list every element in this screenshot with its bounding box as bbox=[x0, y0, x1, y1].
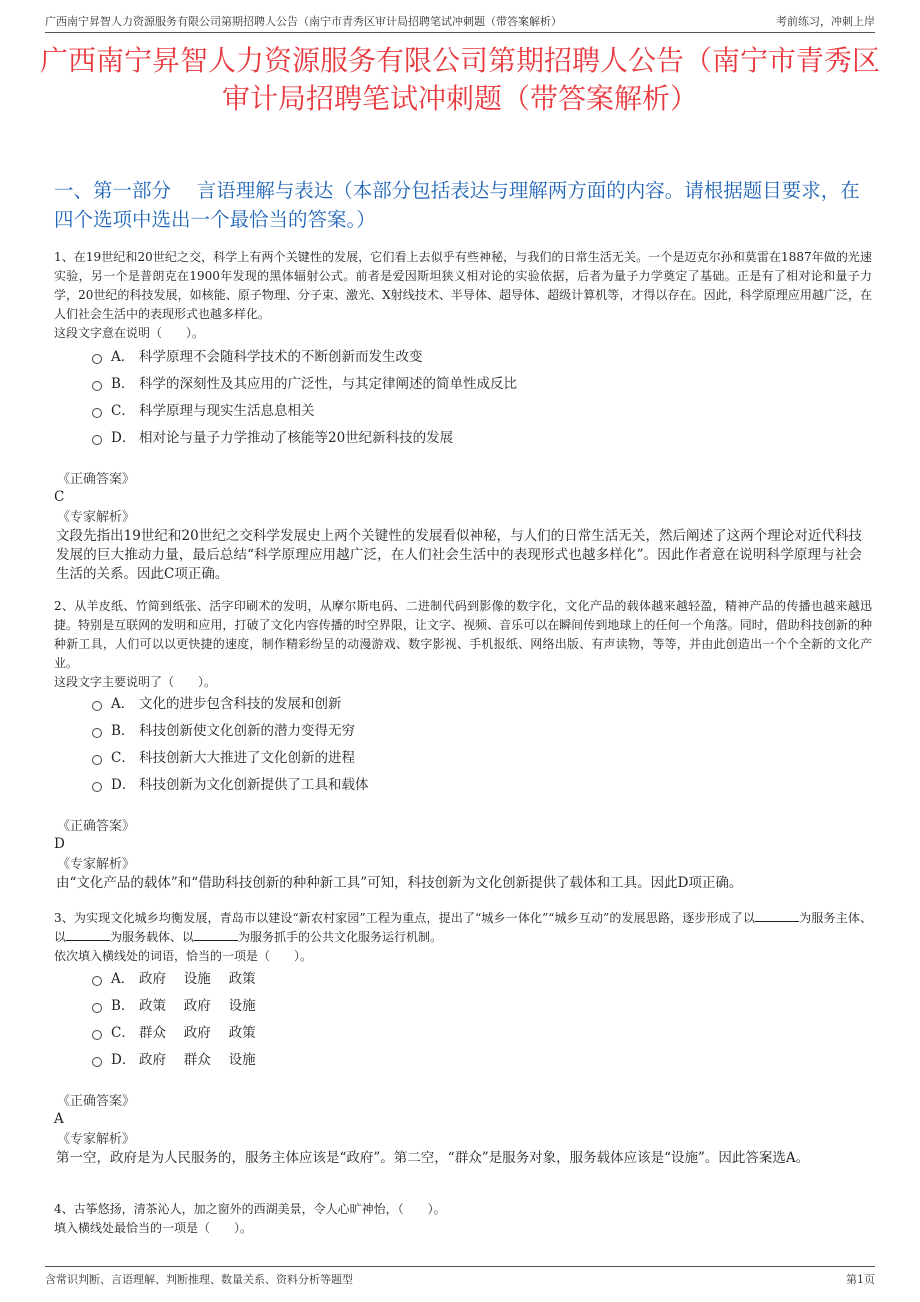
option-d[interactable]: D． 相对论与量子力学推动了核能等20世纪新科技的发展 bbox=[92, 429, 453, 447]
option-a[interactable]: A． 科学原理不会随科学技术的不断创新而发生改变 bbox=[92, 348, 423, 366]
question-ask: 这段文字意在说明（ ）。 bbox=[54, 326, 205, 340]
answer-label: 《正确答案》 bbox=[57, 472, 136, 487]
page-header bbox=[45, 10, 875, 33]
header-doc-title: 广西南宁昇智人力资源服务有限公司第期招聘人公告（南宁市青秀区审计局招聘笔试冲刺题（带答案解析） bbox=[45, 15, 562, 28]
option-b[interactable]: B． 科技创新使文化创新的潜力变得无穷 bbox=[92, 722, 355, 740]
fill-blank bbox=[755, 910, 799, 922]
question-1 bbox=[54, 248, 872, 343]
option-d[interactable]: D． 政府 群众 设施 bbox=[92, 1051, 256, 1069]
analysis-text: 由“文化产品的载体”和“借助科技创新的种种新工具”可知，科技创新为文化创新提供了载体和工具。因此D项正确。 bbox=[56, 875, 743, 891]
question-text: 1、在19世纪和20世纪之交，科学上有两个关键性的发展，它们看上去似乎有些神秘，与我们的日常生活无关。一个是迈克尔孙和莫雷在1887年做的光速实验，另一个是普朗克在1900年发现的黑体辐射公式。前者是爱因斯坦狭义相对论的实验依据，后者为量子力学奠定了基础。正是有了相对论和量子力学，20世纪的科技发展，如核能、原子物理、分子束、激光、X射线技术、半导体、超导体、超级计算机等，才得以存在。因此，科学原理应用越广泛，在人们社会生活中的表现形式也越多样化。 bbox=[54, 250, 872, 321]
answer-value: D bbox=[54, 836, 65, 852]
option-d[interactable]: D． 科技创新为文化创新提供了工具和载体 bbox=[92, 776, 369, 794]
radio-icon[interactable] bbox=[92, 728, 102, 738]
answer-value: A bbox=[54, 1111, 64, 1127]
option-c[interactable]: C． 群众 政府 政策 bbox=[92, 1024, 256, 1042]
radio-icon[interactable] bbox=[92, 381, 102, 391]
radio-icon[interactable] bbox=[92, 1057, 102, 1067]
option-b[interactable]: B． 科学的深刻性及其应用的广泛性，与其定律阐述的简单性成反比 bbox=[92, 375, 517, 393]
analysis-label: 《专家解析》 bbox=[57, 510, 136, 525]
page-number: 第1页 bbox=[846, 1273, 875, 1286]
header-slogan: 考前练习，冲刺上岸 bbox=[776, 15, 875, 28]
radio-icon[interactable] bbox=[92, 354, 102, 364]
answer-label: 《正确答案》 bbox=[57, 819, 136, 834]
option-c[interactable]: C． 科技创新大大推进了文化创新的进程 bbox=[92, 749, 355, 767]
question-text: 3、为实现文化城乡均衡发展，青岛市以建设“新农村家园”工程为重点，提出了“城乡一体化”“城乡互动”的发展思路，逐步形成了以 为服务主体、以 为服务载体、以 为服务抓手的公共文化服务运行机制。 bbox=[54, 911, 872, 944]
question-text: 2、从羊皮纸、竹简到纸张、活字印刷术的发明，从摩尔斯电码、二进制代码到影像的数字化，文化产品的载体越来越轻盈，精神产品的传播也越来越迅捷。特别是互联网的发明和应用，打破了文化内容传播的时空界限，让文字、视频、音乐可以在瞬间传到地球上的任何一个角落。同时，借助科技创新的种种新工具，人们可以以更快捷的速度，制作精彩纷呈的动漫游戏、数字影视、手机报纸、网络出版、有声读物，等等，并由此创造出一个个全新的文化产业。 bbox=[54, 599, 872, 670]
question-2 bbox=[54, 597, 872, 692]
answer-label: 《正确答案》 bbox=[57, 1094, 136, 1109]
analysis-text: 第一空，政府是为人民服务的，服务主体应该是“政府”。第二空，“群众”是服务对象，服务载体应该是“设施”。因此答案选A。 bbox=[56, 1150, 810, 1166]
radio-icon[interactable] bbox=[92, 435, 102, 445]
radio-icon[interactable] bbox=[92, 1003, 102, 1013]
question-ask: 依次填入横线处的词语，恰当的一项是（ ）。 bbox=[54, 949, 313, 963]
document-title: 广西南宁昇智人力资源服务有限公司第期招聘人公告（南宁市青秀区审计局招聘笔试冲刺题（带答案解析） bbox=[40, 44, 881, 115]
question-ask: 填入横线处最恰当的一项是（ ）。 bbox=[54, 1221, 253, 1235]
question-3 bbox=[54, 909, 872, 966]
radio-icon[interactable] bbox=[92, 1030, 102, 1040]
fill-blank bbox=[66, 929, 110, 941]
fill-blank bbox=[194, 929, 238, 941]
question-text: 4、古筝悠扬，清茶沁人，加之窗外的西湖美景，令人心旷神怡，（ ）。 bbox=[54, 1202, 446, 1216]
option-b[interactable]: B． 政策 政府 设施 bbox=[92, 997, 256, 1015]
radio-icon[interactable] bbox=[92, 408, 102, 418]
section-heading: 一、第一部分 言语理解与表达（本部分包括表达与理解两方面的内容。请根据题目要求，在四个选项中选出一个最恰当的答案。） bbox=[54, 179, 860, 231]
page-footer bbox=[45, 1266, 875, 1291]
option-a[interactable]: A． 文化的进步包含科技的发展和创新 bbox=[92, 695, 342, 713]
analysis-text: 文段先指出19世纪和20世纪之交科学发展史上两个关键性的发展看似神秘，与人们的日常生活无关，然后阐述了这两个理论对近代科技发展的巨大推动力量，最后总结“科学原理应用越广泛，在人们社会生活中的表现形式也越多样化”。因此作者意在说明科学原理与社会生活的关系。因此C项正确。 bbox=[56, 528, 862, 582]
answer-value: C bbox=[54, 489, 65, 505]
radio-icon[interactable] bbox=[92, 701, 102, 711]
analysis-label: 《专家解析》 bbox=[57, 857, 136, 872]
question-ask: 这段文字主要说明了（ ）。 bbox=[54, 675, 217, 689]
option-a[interactable]: A． 政府 设施 政策 bbox=[92, 970, 256, 988]
radio-icon[interactable] bbox=[92, 976, 102, 986]
radio-icon[interactable] bbox=[92, 755, 102, 765]
radio-icon[interactable] bbox=[92, 782, 102, 792]
footer-topics: 含常识判断、言语理解、判断推理、数量关系、资料分析等题型 bbox=[45, 1273, 353, 1286]
question-4 bbox=[54, 1200, 872, 1238]
option-c[interactable]: C． 科学原理与现实生活息息相关 bbox=[92, 402, 315, 420]
analysis-label: 《专家解析》 bbox=[57, 1132, 136, 1147]
